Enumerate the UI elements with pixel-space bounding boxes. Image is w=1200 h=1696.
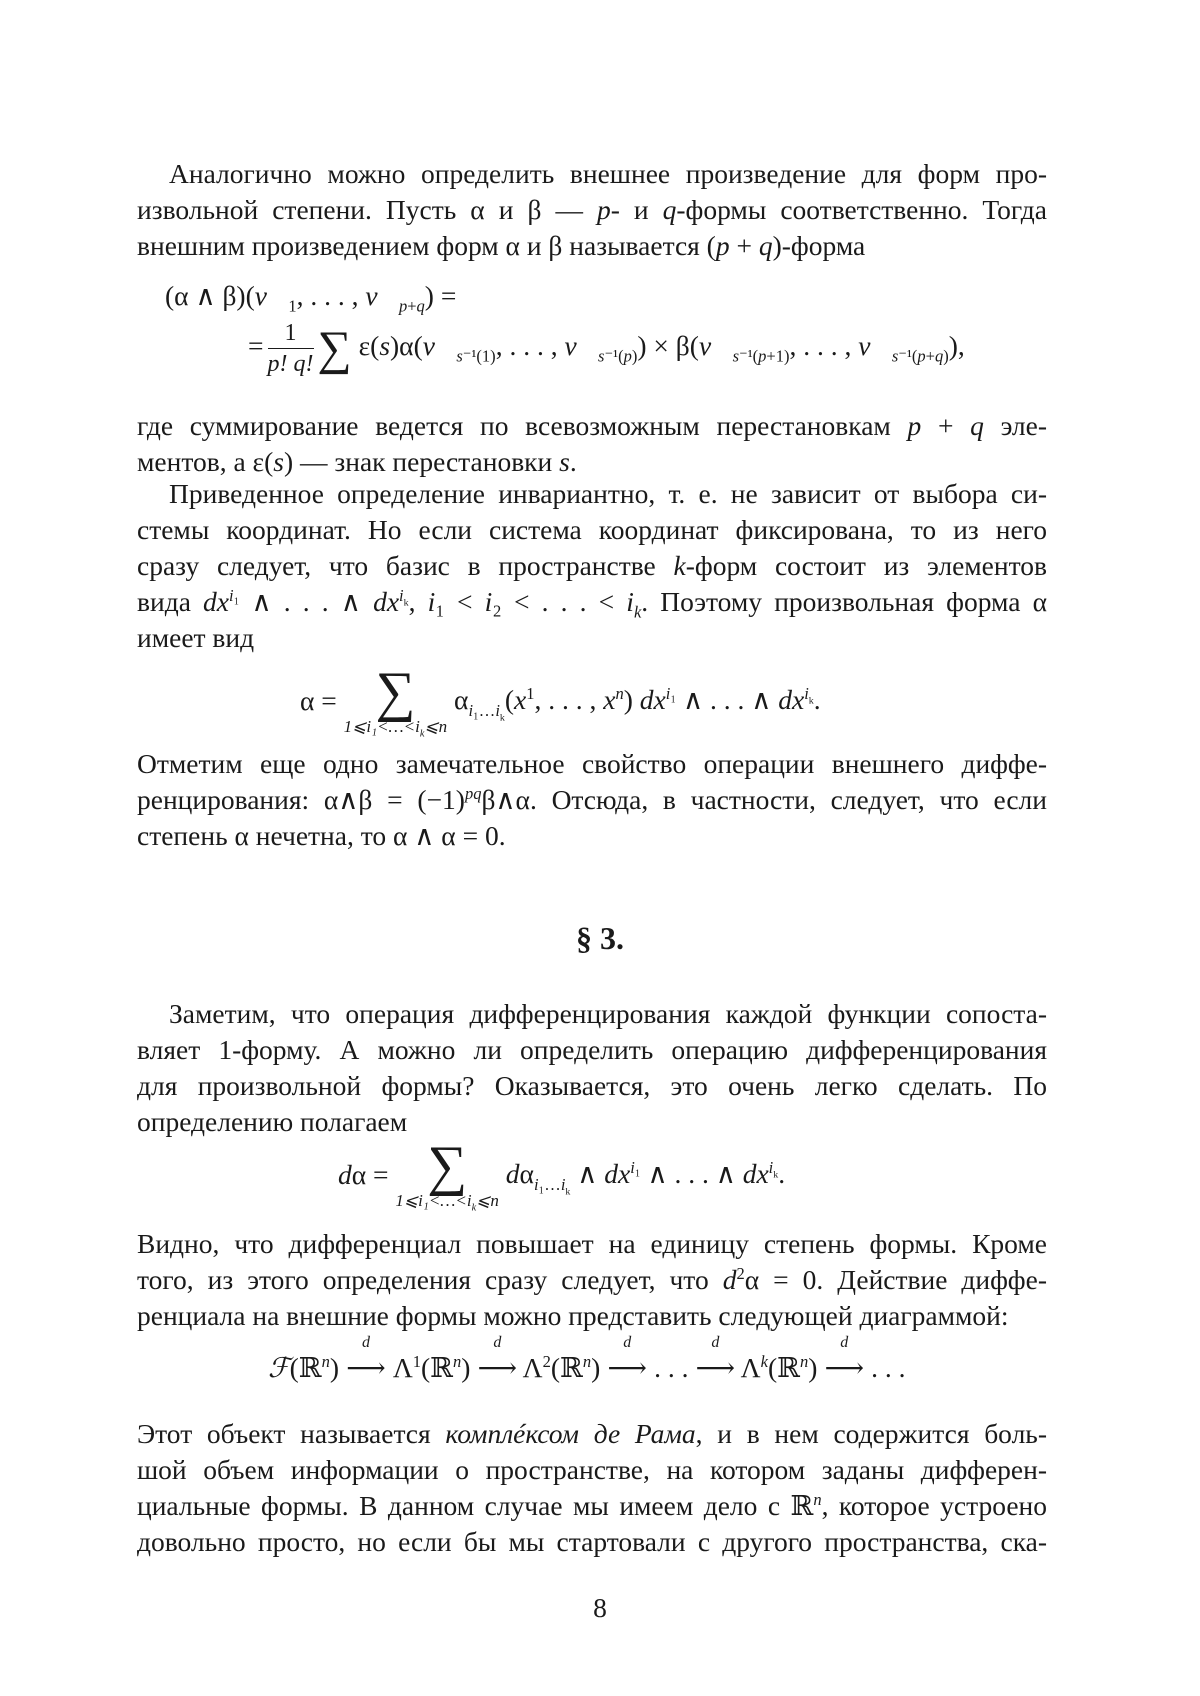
sum-symbol: ∑: [375, 661, 416, 723]
arrow-label: d: [711, 1334, 720, 1351]
text-line: того, из этого определения сразу следует, что $d^2\alpha = 0$. Действие диффе-: [137, 1263, 1047, 1295]
paragraph-differentiation: [137, 996, 1047, 1140]
arrow-d: d ⟶: [477, 1334, 518, 1383]
text-fragment: Этот объект называется: [137, 1418, 446, 1449]
paragraph-text: [137, 408, 1047, 480]
text-line: ментов, а ε(s) — знак перестановки s.: [137, 446, 577, 477]
text-line: ренциала на внешние формы можно представить следующей диаграммой:: [137, 1300, 1009, 1331]
paragraph-de-rham: [137, 1416, 1047, 1560]
formula-differential: dα = ∑ $1⩽i_1<\dots<i_k⩽n$ $d\alpha_{i_1\dots i_k}$ ∧ $dx^{i_1}$ ∧ . . . ∧ $dx^{i_k}$.: [338, 1135, 786, 1214]
text-line: вида $dx^{i_1}$ ∧ . . . ∧ $dx^{i_k}$, i₁ < i₂ < . . . < $i_k$. Поэтому произвольная форма α: [137, 585, 1048, 622]
sum-with-limits: [343, 661, 448, 740]
text-line: вляет 1-форму. А можно ли определить операцию дифференцирования: [137, 1034, 1047, 1065]
sum-with-limits: [395, 1135, 499, 1214]
page-number: 8: [593, 1592, 607, 1623]
text-line: шой объем информации о пространстве, на котором заданы дифферен-: [137, 1454, 1047, 1485]
text-line: Видно, что дифференциал повышает на единицу степень формы. Кроме: [137, 1228, 1047, 1259]
formula-exterior-product-line1: (α ∧ $\beta)(v⃗_1$, . . . , $v⃗_{p+q}$) =: [165, 280, 457, 316]
text-line: Приведенное определение инвариантно, т. е. не зависит от выбора си-: [169, 478, 1047, 509]
arrow-label: d: [493, 1334, 502, 1351]
arrow-d: d ⟶: [346, 1334, 386, 1383]
arrow-d: d ⟶: [607, 1334, 647, 1383]
fraction-numerator: 1: [268, 318, 314, 349]
text-line: Заметим, что операция дифференцирования каждой функции сопоста-: [169, 998, 1047, 1029]
paragraph-text: [137, 746, 1047, 854]
paragraph-invariance: [137, 476, 1047, 656]
paragraph-diagram-intro: [137, 1226, 1047, 1334]
text-line: циальные формы. В данном случае мы имеем дело с ℝ$^n$, которое устроено: [137, 1489, 1047, 1521]
arrow-label: d: [361, 1334, 370, 1351]
arrow-d: d ⟶: [695, 1334, 736, 1383]
text-line: Отметим еще одно замечательное свойство операции внешнего диффе-: [137, 748, 1047, 779]
formula-de-rham-complex: ℱ(ℝ$^n$) d ⟶ $\Lambda^1(ℝ^n)$ d ⟶ $\Lambda^2(ℝ^n)$ d ⟶ . . . d ⟶ $\Lambda^k(ℝ^n)$ d ⟶ . . .: [268, 1334, 906, 1383]
paragraph-text: [137, 1226, 1047, 1334]
text-line: внешним произведением форм α и β называется (p + q)-форма: [137, 230, 866, 261]
paragraph-text: [137, 996, 1047, 1140]
text-line: для произвольной формы? Оказывается, это очень легко сделать. По: [137, 1070, 1047, 1101]
paragraph-text: [137, 1416, 1047, 1560]
formula-general-form: α = ∑ $1⩽i_1<\dots<i_k⩽n$ $\alpha_{i_1\dots i_k}(x^1$, . . . , $x^n$) $dx^{i_1}$ ∧ . . . ∧ $dx^{i_k}$.: [300, 661, 821, 740]
paragraph-text: [137, 476, 1047, 656]
paragraph-anticommutativity: [137, 746, 1047, 854]
paragraph-exterior-product-intro: [137, 156, 1047, 264]
arrow-label: d: [840, 1334, 849, 1351]
text-line: степень α нечетна, то α ∧ α = 0.: [137, 820, 506, 851]
fraction: [268, 318, 314, 379]
fraction-denominator: p! q!: [267, 351, 314, 377]
text-fragment: , и в нем содержится боль-: [695, 1418, 1047, 1449]
sum-limits: $1⩽i_1<\dots<i_k⩽n$: [343, 717, 448, 740]
arrow-label: d: [623, 1334, 632, 1351]
text-line: имеет вид: [137, 622, 255, 653]
text-line: сразу следует, что базис в пространстве k-форм состоит из элементов: [137, 550, 1047, 581]
formula-exterior-product-line2: = $\frac{1}{p! q!}$ ∑ $\varepsilon(s)\alpha(v⃗_{s^{-1}(1)}$, . . . , $v⃗_{s^{-1}(p)}$) × $\beta(v⃗_{s^{-1}(p+1)}$, . . . , $v⃗_{s^{-1}(p+q)}$),: [248, 320, 965, 377]
emphasized-term: комплéксом де Рама: [445, 1418, 696, 1449]
text-line: определению полагаем: [137, 1106, 408, 1137]
section-title: § 3.: [576, 920, 624, 956]
paragraph-summation-note: [137, 408, 1047, 480]
sum-limits: $1⩽i_1<\dots<i_k⩽n$: [395, 1191, 499, 1214]
text-line: довольно просто, но если бы мы стартовали с другого пространства, ска-: [137, 1526, 1047, 1557]
text-line: Аналогично можно определить внешнее произведение для форм про-: [169, 158, 1047, 189]
text-line: извольной степени. Пусть α и β — p- и q-формы соответственно. Тогда: [137, 194, 1047, 225]
arrow-d: d ⟶: [824, 1334, 864, 1383]
sum-symbol: ∑: [317, 322, 352, 375]
text-line: стемы координат. Но если система координат фиксирована, то из него: [137, 514, 1047, 545]
text-line: где суммирование ведется по всевозможным перестановкам p + q эле-: [137, 410, 1047, 441]
sum-symbol: ∑: [427, 1135, 468, 1197]
paragraph-text: [137, 156, 1047, 264]
text-line: ренцирования: α∧β = $(-1)^{pq}\beta\wedge\alpha$. Отсюда, в частности, следует, что если: [137, 783, 1047, 815]
text-line: [137, 1416, 1047, 1452]
